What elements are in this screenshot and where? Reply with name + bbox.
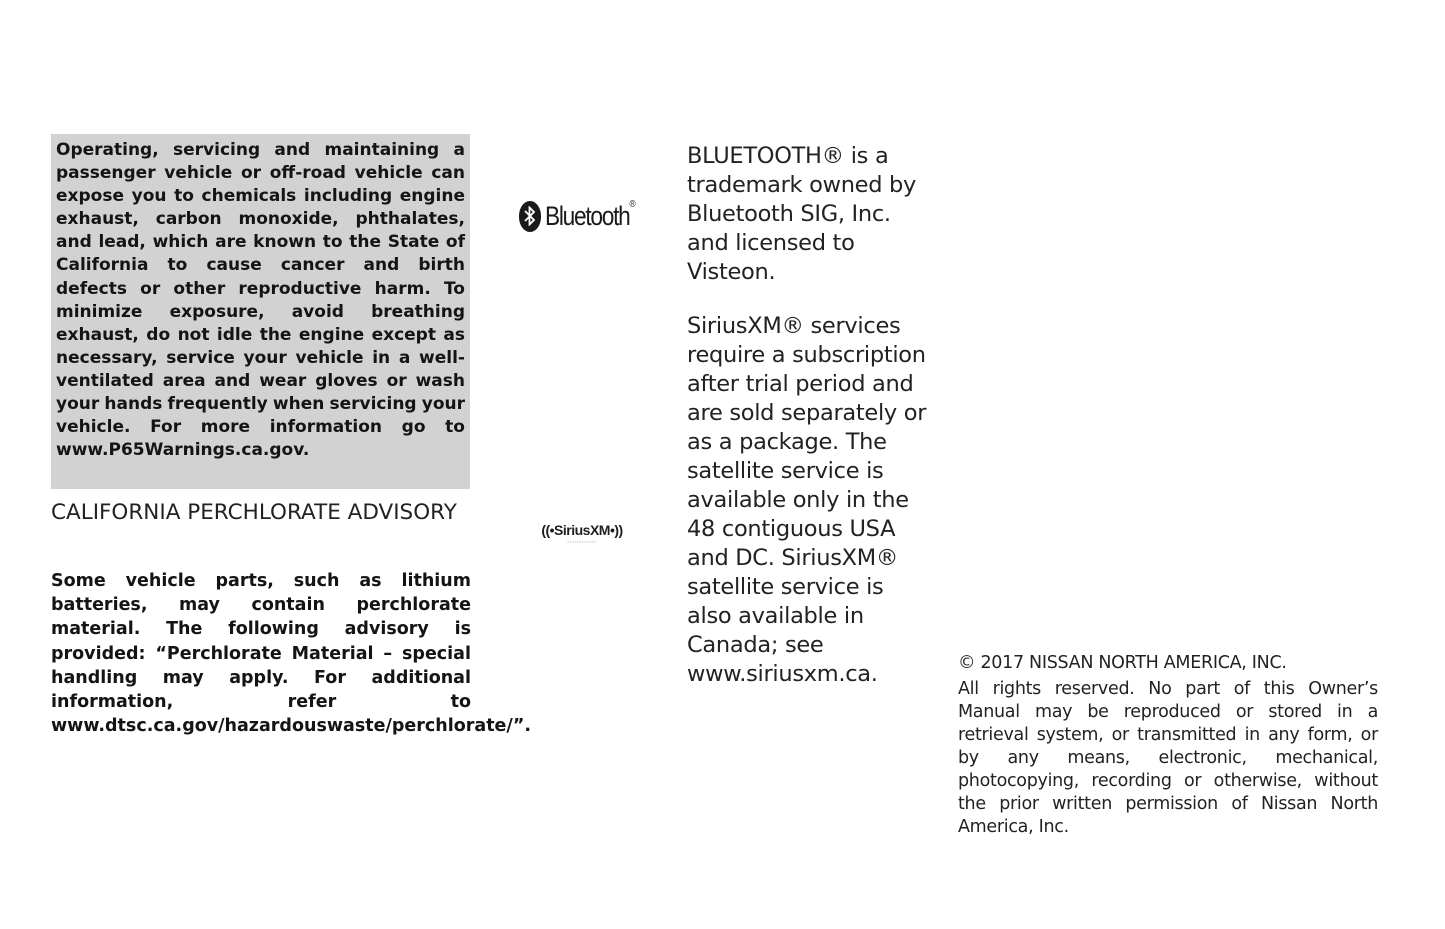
siriusxm-logo [522, 516, 642, 550]
bluetooth-logo [519, 198, 659, 234]
copyright-line: © 2017 NISSAN NORTH AMERICA, INC. [958, 653, 1287, 673]
rights-reserved-text: All rights reserved. No part of this Owner’s Manual may be reproduced or stored in a retrieval system, or transmitted in any form, or by any means, electronic, mechanical, photocopying, recording or otherwise, without the prior written permission of Nissan North America, Inc. [958, 679, 1378, 837]
prop65-warning-box [51, 134, 470, 489]
perchlorate-text: Some vehicle parts, such as lithium batteries, may contain perchlorate material. The following advisory is provided: “Perchlorate Material – special handling may apply. For additional information, refer to www.dtsc.ca.gov/hazardouswaste/perchlorate/”. [51, 571, 531, 737]
bluetooth-wordmark: Bluetooth® [545, 198, 635, 231]
siriusxm-wordmark: ((•SiriusXM•)) [541, 522, 623, 538]
bluetooth-notice: BLUETOOTH® is a trademark owned by Bluetooth SIG, Inc. and licensed to Visteon. [687, 143, 917, 285]
bluetooth-icon [519, 201, 541, 232]
prop65-warning-text: Operating, servicing and maintaining a passenger vehicle or off-road vehicle can expose you to chemicals including engine exhaust, carbon monoxide, phthalates, and lead, which are known to the State of California to cause cancer and birth defects or other reproductive harm. To minimize exposure, avoid breathing exhaust, do not idle the engine except as necessary, service your vehicle in a well-ventilated area and wear gloves or wash your hands frequently when servicing your vehicle. For more information go to www.P65Warnings.ca.gov. [56, 140, 465, 461]
siriusxm-tagline-decoration: ▪▪▪▪▪▪▪▪▪▪▪▪ [567, 539, 597, 544]
perchlorate-heading: CALIFORNIA PERCHLORATE ADVISORY [51, 500, 457, 525]
siriusxm-notice: SiriusXM® services require a subscription after trial period and are sold separately or as a package. The satellite service is available only in the 48 contiguous USA and DC. SiriusXM® satellite service is also available in Canada; see www.siriusxm.ca. [687, 313, 927, 687]
